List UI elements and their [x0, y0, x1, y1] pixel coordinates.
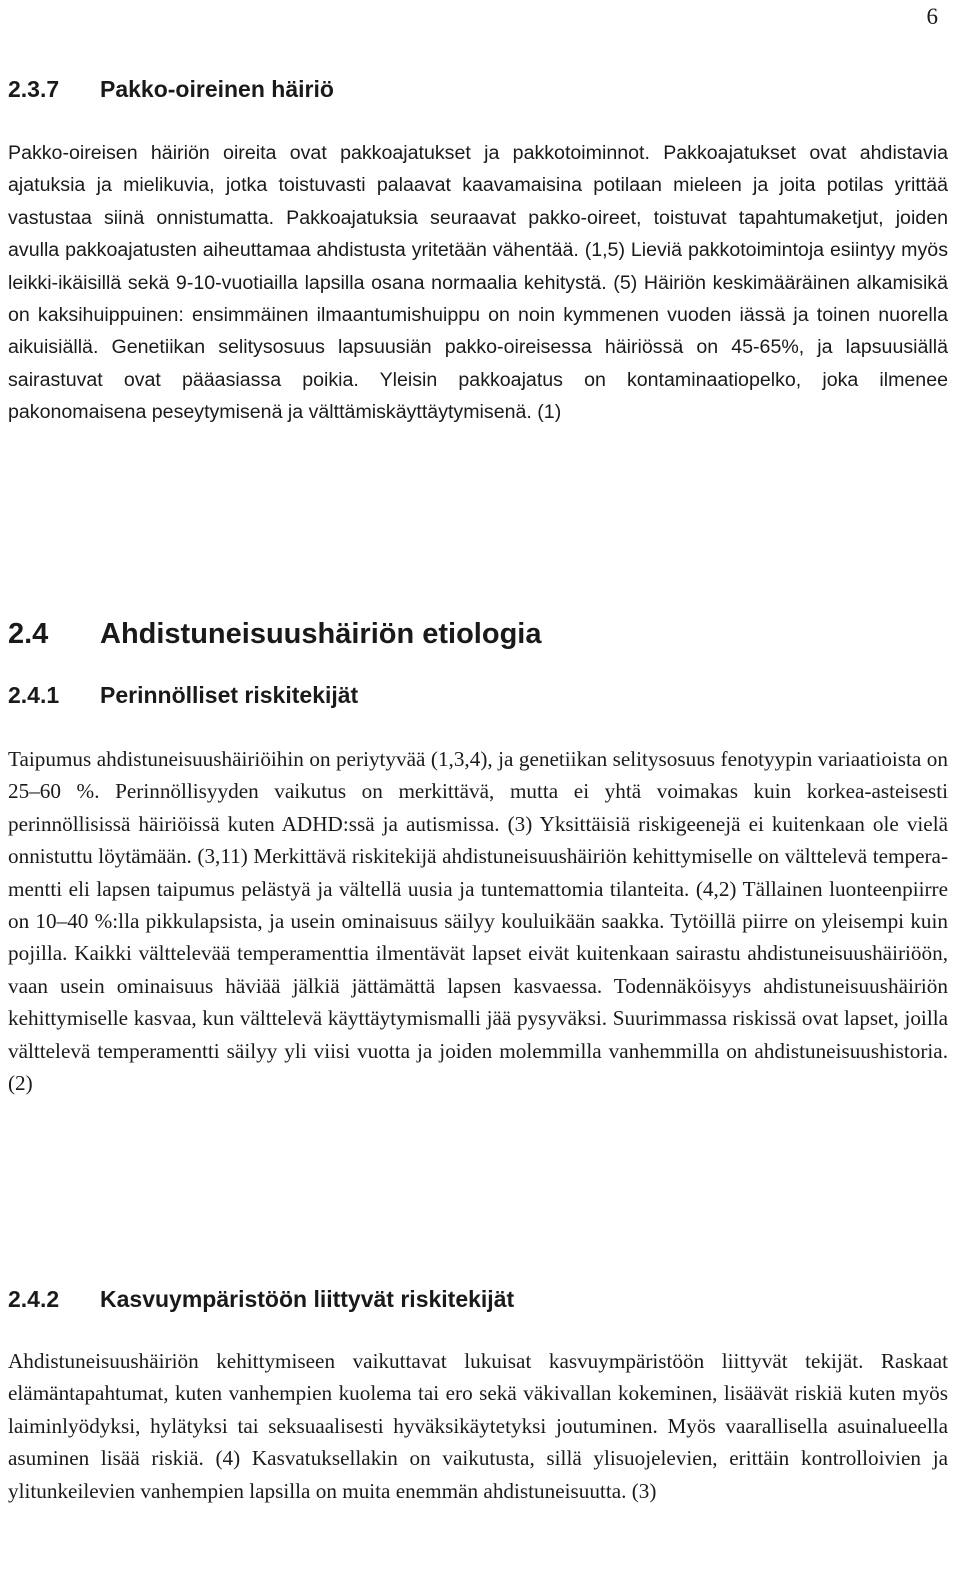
section-number: 2.3.7: [8, 76, 60, 102]
section-number: 2.4.2: [8, 1286, 60, 1312]
section-title: Perinnölliset riskitekijät: [100, 682, 359, 708]
section-heading-2-4-1: [8, 682, 358, 709]
section-heading-2-3-7: [8, 76, 334, 103]
section-title: Ahdistuneisuushäiriön etiologia: [100, 618, 542, 650]
section-heading-2-4-2: [8, 1286, 514, 1313]
paragraph-perinnolliset: Taipumus ahdistuneisuushäiriöihin on periytyvää (1,3,4), ja genetiikan selitysosuus fenotyypin variaatioista on 25–60 %. Perinnöllisyyden vaikutus on merkittävä, mutta ei yhtä voimakas kuin korkea-asteisesti perinnöllisissä häiriöissä kuten ADHD:ssä ja autismissa. (3) Yksittäisiä riskigeenejä ei kuitenkaan ole vielä onnistuttu löytämään. (3,11) Merkittävä riskitekijä ahdistuneisuushäiriön kehittymiselle on välttelevä temperamentti eli lapsen taipumus pelästyä ja vältellä uusia ja tuntemattomia tilanteita. (4,2) Tällainen luonteenpiirre on 10–40 %:lla pikkulapsista, ja usein ominaisuus säilyy kouluikään saakka. Tytöillä piirre on yleisempi kuin pojilla. Kaikki välttelevää temperamenttia ilmentävät lapset eivät kuitenkaan sairastu ahdistuneisuushäiriöön, vaan usein ominaisuus häviää jälkiä jättämättä lapsen kasvaessa. Todennäköisyys ahdistuneisuushäiriön kehittymiselle kasvaa, kun välttelevä käyttäytymismalli jää pysyväksi. Suurimmassa riskissä ovat lapset, joilla välttelevä temperamentti säilyy yli viisi vuotta ja joiden molemmilla vanhemmilla on ahdistuneisuushistoria. (2): [8, 747, 948, 1096]
paragraph-pakko-oireinen: Pakko-oireisen häiriön oireita ovat pakkoajatukset ja pakkotoiminnot. Pakkoajatukset ovat ahdistavia ajatuksia ja mielikuvia, jotka toistuvasti palaavat kaavamaisina potilaan mieleen ja joita potilas yrittää vastustaa siinä onnistumatta. Pakkoajatuksia seuraavat pakko-oireet, toistuvat tapahtumaketjut, joiden avulla pakkoajatusten aiheuttamaa ahdistusta yritetään vähentää. (1,5) Lieviä pakkotoimintoja esiintyy myös leikki-ikäisillä sekä 9-10-vuotiailla lapsilla osana normaalia kehitystä. (5) Häiriön keskimääräinen alkamisikä on kaksihuippuinen: ensimmäinen ilmaantumishuippu on noin kymmenen vuoden iässä ja toinen nuorella aikuisiällä. Genetiikan selitysosuus lapsuusiän pakko-oireisessa häiriössä on 45-65%, ja lapsuusiällä sairastuvat ovat pääasiassa poikia. Yleisin pakkoajatus on kontaminaatiopelko, joka ilmenee pakonomaisena peseytymisenä ja välttämiskäyttäytymisenä. (1): [8, 142, 948, 424]
section-number: 2.4.1: [8, 682, 60, 708]
section-number: 2.4: [8, 618, 49, 650]
section-heading-2-4: [8, 618, 541, 651]
section-title: Pakko-oireinen häiriö: [100, 76, 334, 102]
paragraph-kasvuymparisto: Ahdistuneisuushäiriön kehittymiseen vaikuttavat lukuisat kasvuympäristöön liittyvät tekijät. Raskaat elämäntapahtumat, kuten vanhempien kuolema tai ero sekä väkivallan kokeminen, lisäävät riskiä kuten myös laiminlyödyksi, hylätyksi tai seksuaalisesti hyväksikäytetyksi joutuminen. Myös vaarallisella asuinalueella asuminen lisää riskiä. (4) Kasvatuksellakin on vaikutusta, sillä ylisuojelevien, erittäin kontrolloivien ja ylitunkeilevien vanhempien lapsilla on muita enemmän ahdistuneisuutta. (3): [8, 1349, 948, 1503]
section-title: Kasvuympäristöön liittyvät riskitekijät: [100, 1286, 515, 1312]
page-number: 6: [926, 4, 938, 29]
